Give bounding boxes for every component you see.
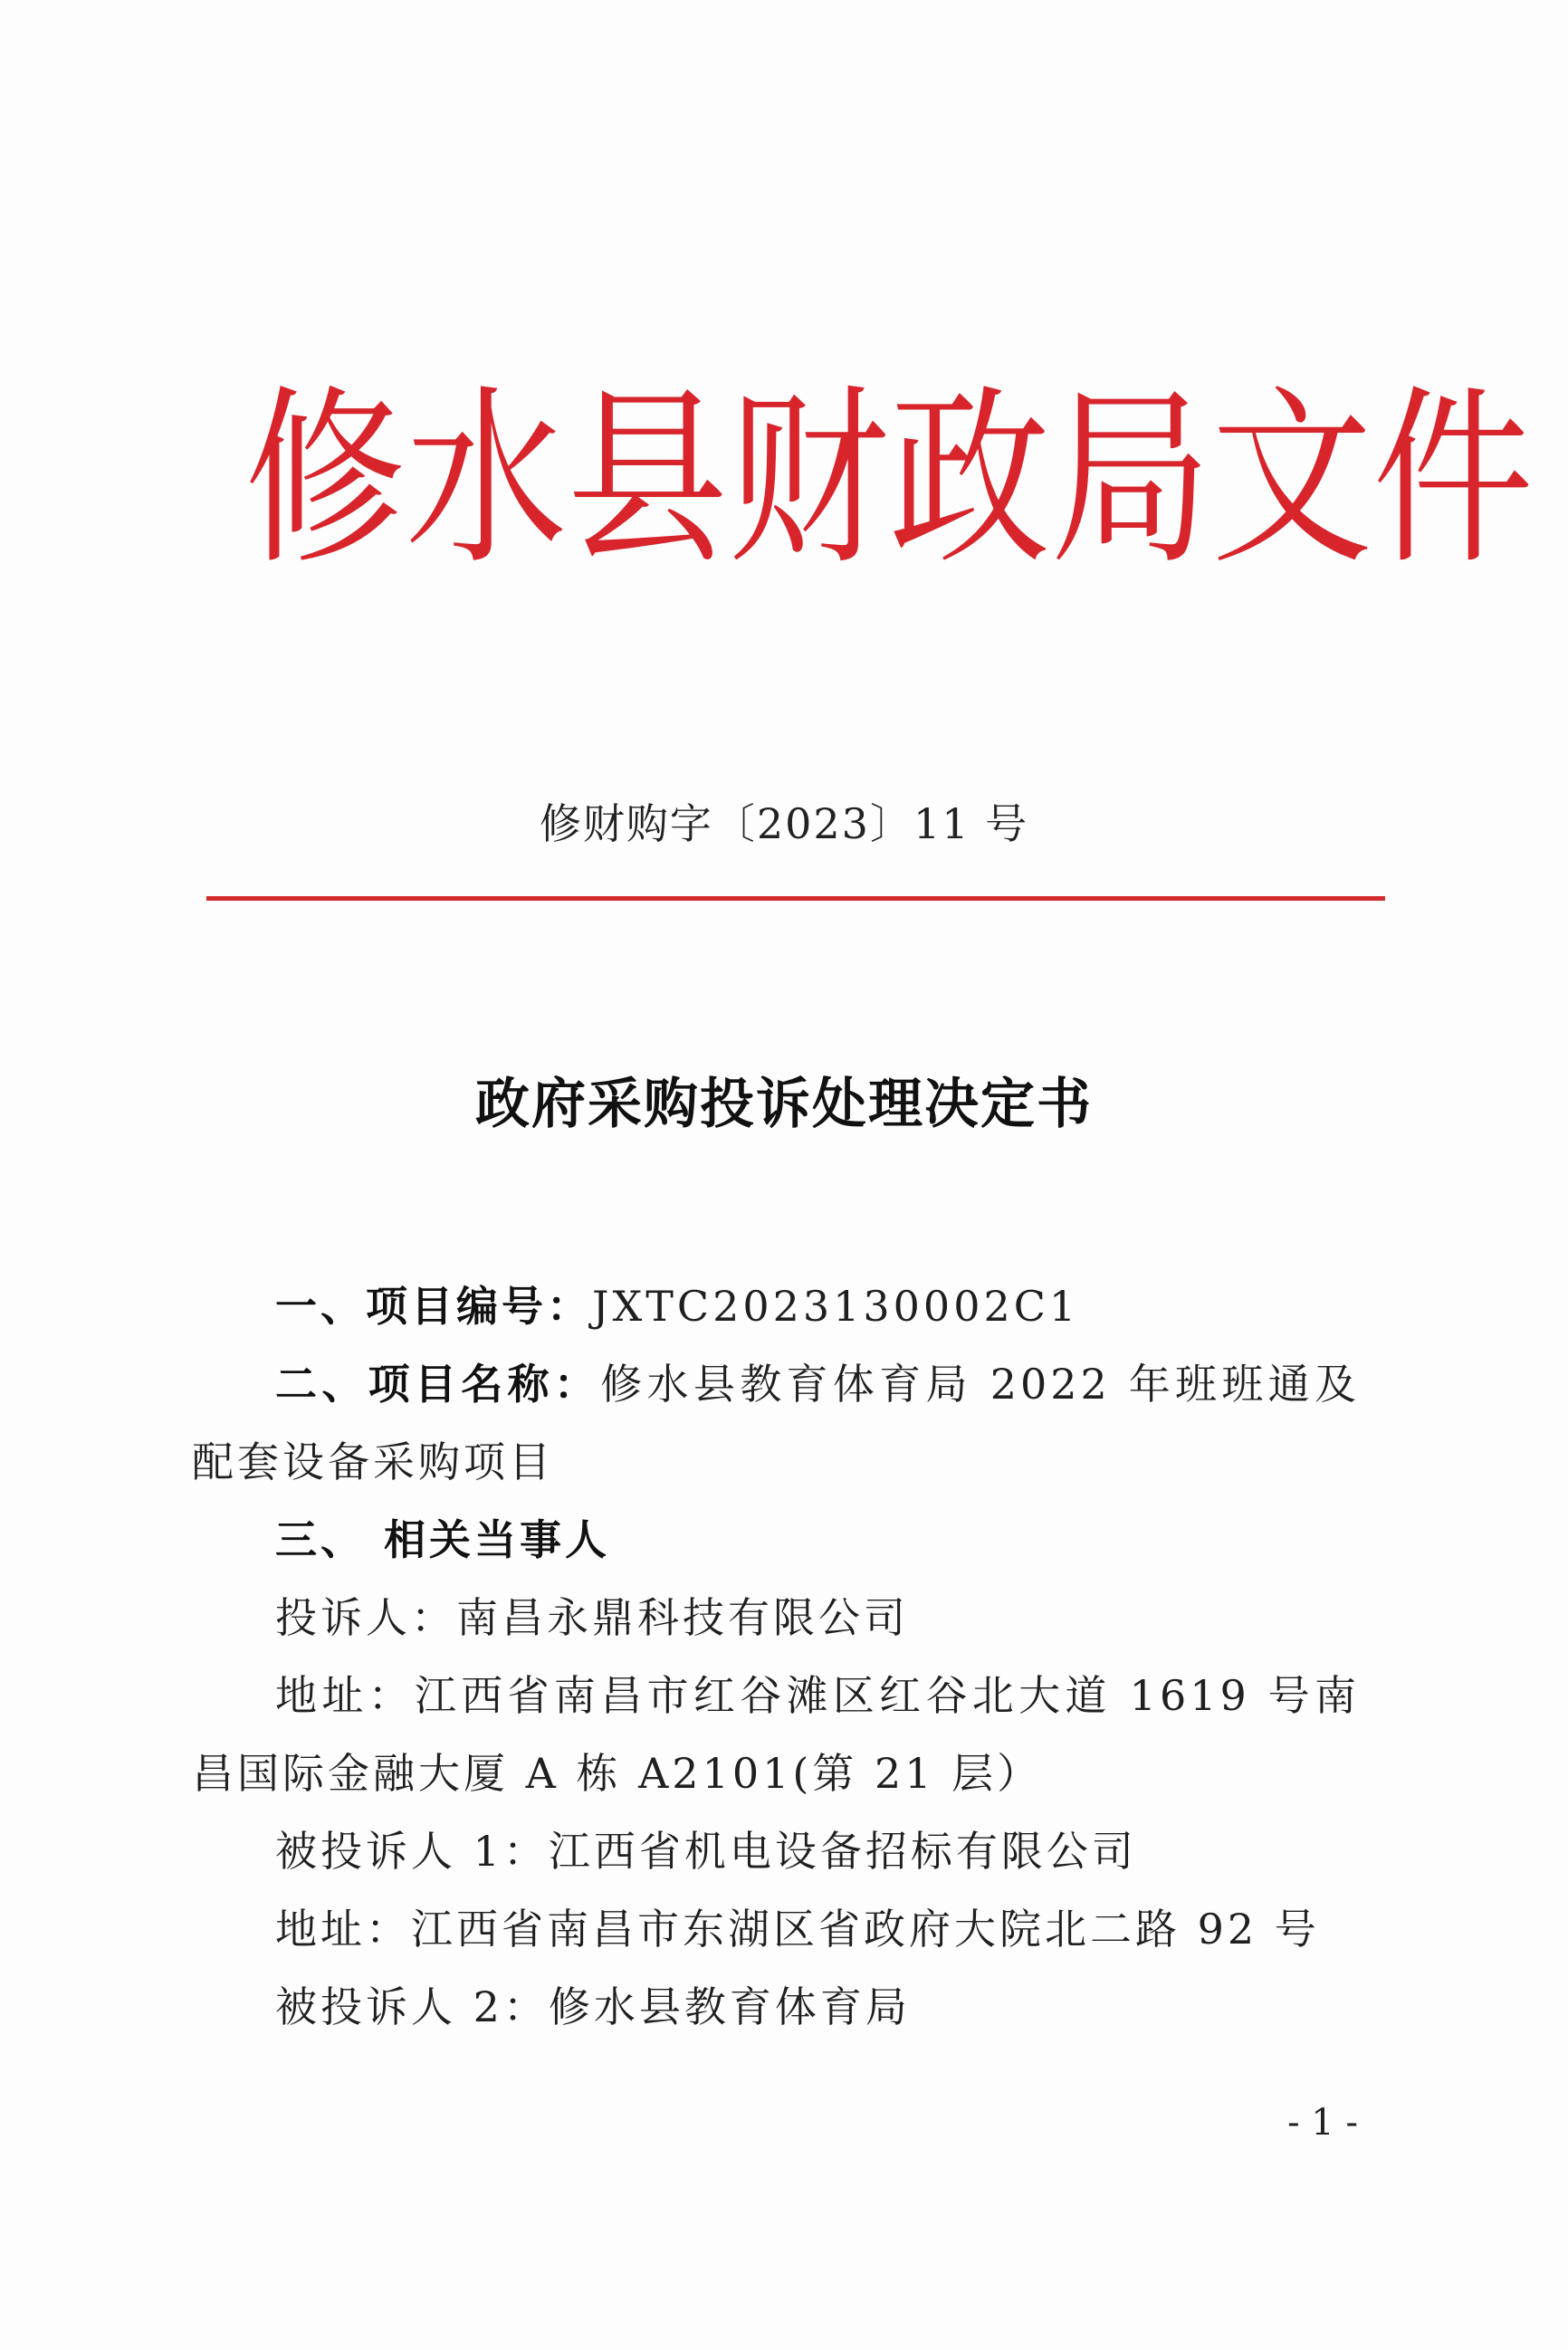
- project-name-label: 二、项目名称：: [275, 1360, 601, 1409]
- issuing-authority-header: 修水县财政局文件: [244, 368, 1534, 590]
- respondent2-line: 被投诉人 2：修水县教育体育局: [275, 1982, 911, 2031]
- project-name-value: 修水县教育体育局 2022 年班班通及配套设备采购项目: [192, 1360, 1361, 1486]
- complainant-address-line: 地址：江西省南昌市红谷滩区红谷北大道 1619 号南昌国际金融大厦 A 栋 A2101(第 21 层）: [192, 1671, 1360, 1798]
- respondent1-line: 被投诉人 1：江西省机电设备招标有限公司: [275, 1827, 1137, 1876]
- project-name-line: [192, 1345, 1360, 1501]
- parties-heading-line: [192, 1501, 1360, 1579]
- page-number: - 1 -: [1287, 2102, 1358, 2144]
- parties-heading: 三、 相关当事人: [275, 1515, 611, 1564]
- document-body: [192, 1267, 1360, 2046]
- respondent1-address-line: 地址：江西省南昌市东湖区省政府大院北二路 92 号: [275, 1905, 1320, 1954]
- project-number-value: JXTC2023130002C1: [592, 1282, 1080, 1331]
- document-number: 修财购字〔2023〕11 号: [539, 799, 1029, 848]
- project-number-label: 一、项目编号：: [275, 1282, 592, 1331]
- complainant-line: 投诉人：南昌永鼎科技有限公司: [275, 1593, 909, 1642]
- decision-title: 政府采购投诉处理决定书: [475, 1073, 1093, 1136]
- project-number-line: [192, 1267, 1360, 1345]
- red-separator-line: [206, 896, 1385, 901]
